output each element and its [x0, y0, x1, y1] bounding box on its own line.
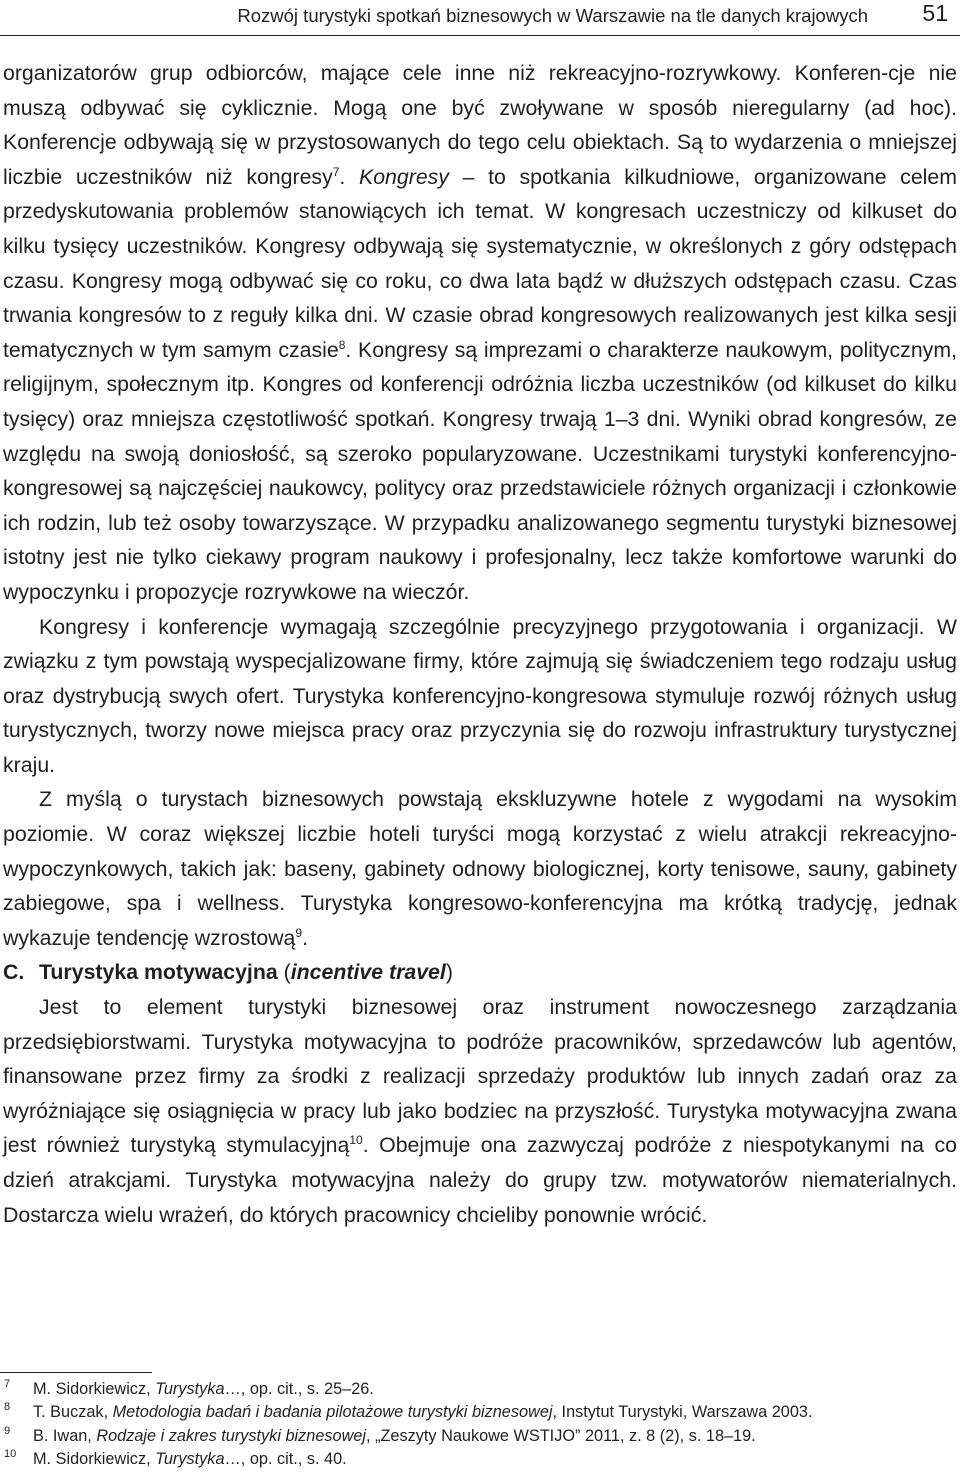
footnote-title: Turystyka — [155, 1380, 225, 1398]
paragraph-2: Kongresy i konferencje wymagają szczególnie precyzyjnego przygotowania i organizacji. W związku z tym powstają wyspecjalizowane firmy, które zajmują się świadczeniem tego rodzaju usług oraz dystrybucją swych ofert. Turystyka konferencyjno-kongresowa stymuluje rozwój różnych usług turystycznych, tworzy nowe miejsca pracy oraz przyczynia się do rozwoju infrastruktury turystycznej kraju. — [3, 614, 957, 777]
running-title: Rozwój turystyki spotkań biznesowych w Warszawie na tle danych krajowych — [237, 5, 868, 26]
text-run: Jest to element turystyki biznesowej oraz instrument nowoczesnego zarządzania przedsiębiorstwami. Turystyka motywacyjna to podróże pracowników, sprzedawców lub agentów, finansowane przez firmy za środki z realizacji sprzedaży produktów lub innych zadań oraz za wyróżniające się osiągnięcia w pracy lub jako bodziec na przyszłość. Turystyka motywacyjna zwana jest również turystyką stymulacyjną — [3, 995, 957, 1158]
footnote-ref-7[interactable]: 7 — [332, 164, 340, 179]
footnote-ref-10[interactable]: 10 — [349, 1133, 363, 1148]
footnote-number: 9 — [4, 1424, 11, 1437]
footnote-number: 10 — [4, 1447, 17, 1460]
paragraph-3 — [3, 782, 957, 955]
header-rule — [0, 35, 960, 36]
section-title: Turystyka motywacyjna — [39, 960, 278, 985]
footnote-text: , „Zeszyty Naukowe WSTIJO” 2011, z. 8 (2), s. 18–19. — [366, 1426, 756, 1445]
section-subtitle: incentive travel — [290, 960, 446, 985]
footnote-title: Turystyka — [155, 1449, 225, 1468]
text-run: organizatorów grup odbiorców, mające cele inne niż rekreacyjno-rozrywkowy. Konferen-cje nie muszą odbywać się cyklicznie. Mogą one być zwoływane w sposób nieregularny (ad hoc). Konferencje odbywają się w przystosowanych do tego celu obiektach. Są to wydarzenia o mniejszej liczbie uczestników niż kongresy — [3, 61, 957, 189]
running-header — [0, 0, 960, 34]
footnote-text: M. Sidorkiewicz, — [33, 1449, 156, 1468]
footnote-ref-9[interactable]: 9 — [295, 925, 303, 940]
text-run: . — [339, 164, 359, 189]
paren: ) — [445, 960, 453, 985]
footnote-title: Metodologia badań i badania pilotażowe turystyki biznesowej — [112, 1403, 553, 1422]
footnote-8 — [4, 1401, 954, 1424]
footnote-text: , Instytut Turystyki, Warszawa 2003. — [552, 1403, 813, 1422]
footnote-10 — [4, 1448, 954, 1471]
text-run: – to spotkania kilkudniowe, organizowane celem przedyskutowania problemów stanowiących ich temat. W kongresach uczestniczy od kilkuset do kilku tysięcy uczestników. Kongresy odbywają się systematycznie, w określonych z góry odstępach czasu. Kongresy mogą odbywać się co roku, co dwa lata bądź w dłuższych odstępach czasu. Czas trwania kongresów to z reguły kilka dni. W czasie obrad kongresowych realizowanych jest kilka sesji tematycznych w tym samym czasie — [3, 164, 957, 362]
term-kongresy: Kongresy — [358, 164, 449, 189]
footnote-text: B. Iwan, — [33, 1426, 97, 1445]
section-heading — [3, 955, 957, 990]
page-number: 51 — [922, 0, 948, 26]
footnote-number: 7 — [4, 1378, 11, 1390]
text-run: . Obejmuje ona zazwyczaj podróże z niespotykanymi na co dzień atrakcjami. Turystyka motywacyjna należy do grupy tzw. motywatorów niematerialnych. Dostarcza wielu wrażeń, do których pracownicy chcieliby ponownie wrócić. — [3, 1133, 958, 1227]
text-run: . — [302, 925, 308, 950]
footnote-9 — [4, 1425, 954, 1448]
footnote-number: 8 — [4, 1401, 11, 1414]
footnote-text: …, op. cit., s. 25–26. — [224, 1380, 374, 1398]
text-run: . Kongresy są imprezami o charakterze naukowym, politycznym, religijnym, społecznym itp. Kongres od konferencji odróżnia liczba uczestników (od kilkuset do kilku tysięcy) oraz mniejsza częstotliwość spotkań. Kongresy trwają 1–3 dni. Wyniki obrad kongresów, ze względu na swoją doniosłość, są szeroko popularyzowane. Uczestnikami turystyki konferencyjno-kongresowej są najczęściej naukowcy, politycy oraz przedstawiciele różnych organizacji i członkowie ich rodzin, lub też osoby towarzyszące. W przypadku analizowanego segmentu turystyki biznesowej istotny jest nie tylko ciekawy program naukowy i profesjonalny, lecz także komfortowe warunki do wypoczynku i propozycje rozrywkowe na wieczór. — [3, 337, 957, 604]
footnote-ref-8[interactable]: 8 — [338, 337, 346, 352]
text-run: Z myślą o turystach biznesowych powstają ekskluzywne hotele z wygodami na wysokim poziomie. W coraz większej liczbie hoteli turyści mogą korzystać z wielu atrakcji rekreacyjno-wypoczynkowych, takich jak: baseny, gabinety odnowy biologicznej, korty tenisowe, sauny, gabinety zabiegowe, spa i wellness. Turystyka kongresowo-konferencyjna ma krótką tradycję, jednak wykazuje tendencję wzrostową — [3, 787, 957, 950]
footnote-title: Rodzaje i zakres turystyki biznesowej — [96, 1426, 367, 1445]
footnote-text: T. Buczak, — [33, 1403, 113, 1422]
paren: ( — [283, 960, 291, 985]
footnotes — [4, 1378, 954, 1471]
footnote-text: M. Sidorkiewicz, — [33, 1380, 156, 1398]
footnote-rule — [0, 1372, 152, 1373]
footnote-7 — [4, 1378, 954, 1401]
paragraph-1 — [3, 56, 957, 610]
paragraph-4 — [3, 990, 957, 1232]
body-text — [3, 56, 957, 1232]
section-letter: C. — [3, 960, 25, 985]
footnote-text: …, op. cit., s. 40. — [224, 1449, 347, 1468]
